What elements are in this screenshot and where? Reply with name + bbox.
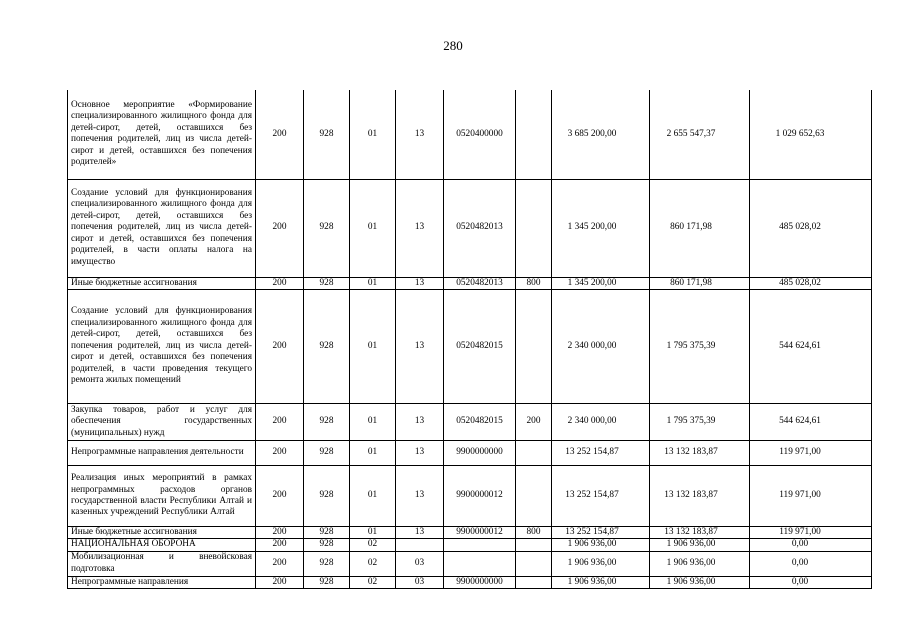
target-article: 0520482013: [444, 277, 516, 289]
table-row: [68, 277, 872, 289]
table-row: [68, 403, 872, 440]
section-code: 01: [350, 465, 396, 526]
sum-remaining: 119 971,00: [750, 526, 872, 538]
sum-executed: 1 906 936,00: [650, 539, 750, 551]
sum-planned: 1 345 200,00: [552, 277, 650, 289]
grbs-code: 928: [304, 551, 350, 576]
sum-remaining: 119 971,00: [750, 440, 872, 465]
target-article: 0520400000: [444, 90, 516, 179]
grbs-code: 928: [304, 90, 350, 179]
expense-type: [516, 179, 552, 277]
expense-type: [516, 440, 552, 465]
table-row: [68, 539, 872, 551]
subsection-code: [396, 539, 444, 551]
row-name: Иные бюджетные ассигнования: [68, 526, 256, 538]
grbs-code: 928: [304, 440, 350, 465]
rzpr-owner: 200: [256, 179, 304, 277]
sum-remaining: 544 624,61: [750, 289, 872, 403]
sum-executed: 13 132 183,87: [650, 465, 750, 526]
target-article: [444, 551, 516, 576]
subsection-code: 13: [396, 526, 444, 538]
sum-executed: 1 906 936,00: [650, 576, 750, 588]
rzpr-owner: 200: [256, 403, 304, 440]
section-code: 01: [350, 277, 396, 289]
sum-executed: 860 171,98: [650, 277, 750, 289]
grbs-code: 928: [304, 277, 350, 289]
rzpr-owner: 200: [256, 440, 304, 465]
row-name: НАЦИОНАЛЬНАЯ ОБОРОНА: [68, 539, 256, 551]
row-name: Иные бюджетные ассигнования: [68, 277, 256, 289]
sum-planned: 13 252 154,87: [552, 440, 650, 465]
subsection-code: 13: [396, 289, 444, 403]
expense-type: 800: [516, 277, 552, 289]
rzpr-owner: 200: [256, 526, 304, 538]
rzpr-owner: 200: [256, 551, 304, 576]
sum-remaining: 1 029 652,63: [750, 90, 872, 179]
row-name: Основное мероприятие «Формирование специализированного жилищного фонда для детей-сирот, детей, оставшихся без попечения родителей, лиц из числа детей-сирот и детей, оставшихся без попечения родителей»: [68, 90, 256, 179]
target-article: [444, 539, 516, 551]
grbs-code: 928: [304, 539, 350, 551]
subsection-code: 13: [396, 403, 444, 440]
expense-type: [516, 551, 552, 576]
rzpr-owner: 200: [256, 289, 304, 403]
target-article: 9900000000: [444, 576, 516, 588]
section-code: 01: [350, 90, 396, 179]
table-row: [68, 576, 872, 588]
sum-planned: 2 340 000,00: [552, 403, 650, 440]
expense-type: [516, 576, 552, 588]
row-name: Создание условий для функционирования специализированного жилищного фонда для детей-сирот, детей, оставшихся без попечения родителей, лиц из числа детей-сирот и детей, оставшихся без попечения родителей, в части оплаты налога на имущество: [68, 179, 256, 277]
target-article: 9900000012: [444, 526, 516, 538]
row-name: Непрограммные направления: [68, 576, 256, 588]
table-row: [68, 289, 872, 403]
table-row: [68, 440, 872, 465]
subsection-code: 13: [396, 179, 444, 277]
sum-remaining: 485 028,02: [750, 277, 872, 289]
rzpr-owner: 200: [256, 539, 304, 551]
sum-remaining: 544 624,61: [750, 403, 872, 440]
expense-type: [516, 539, 552, 551]
sum-remaining: 485 028,02: [750, 179, 872, 277]
section-code: 01: [350, 440, 396, 465]
table-row: [68, 551, 872, 576]
rzpr-owner: 200: [256, 277, 304, 289]
sum-executed: 1 906 936,00: [650, 551, 750, 576]
sum-planned: 2 340 000,00: [552, 289, 650, 403]
target-article: 9900000012: [444, 465, 516, 526]
target-article: 0520482015: [444, 289, 516, 403]
subsection-code: 13: [396, 440, 444, 465]
sum-planned: 13 252 154,87: [552, 465, 650, 526]
table-row: [68, 465, 872, 526]
sum-planned: 1 906 936,00: [552, 539, 650, 551]
subsection-code: 03: [396, 551, 444, 576]
target-article: 0520482013: [444, 179, 516, 277]
section-code: 02: [350, 539, 396, 551]
sum-remaining: 0,00: [750, 551, 872, 576]
expense-type: 800: [516, 526, 552, 538]
section-code: 02: [350, 551, 396, 576]
row-name: Реализация иных мероприятий в рамках непрограммных расходов органов государственной власти Республики Алтай и казенных учреждений Республики Алтай: [68, 465, 256, 526]
subsection-code: 13: [396, 465, 444, 526]
page-number: 280: [443, 38, 463, 53]
budget-table: [67, 90, 872, 589]
section-code: 02: [350, 576, 396, 588]
sum-executed: 13 132 183,87: [650, 526, 750, 538]
section-code: 01: [350, 289, 396, 403]
table-row: [68, 90, 872, 179]
expense-type: [516, 90, 552, 179]
grbs-code: 928: [304, 403, 350, 440]
subsection-code: 13: [396, 277, 444, 289]
grbs-code: 928: [304, 465, 350, 526]
sum-executed: 2 655 547,37: [650, 90, 750, 179]
sum-remaining: 119 971,00: [750, 465, 872, 526]
grbs-code: 928: [304, 179, 350, 277]
table-row: [68, 179, 872, 277]
subsection-code: 13: [396, 90, 444, 179]
grbs-code: 928: [304, 289, 350, 403]
expense-type: [516, 289, 552, 403]
expense-type: 200: [516, 403, 552, 440]
expense-type: [516, 465, 552, 526]
sum-planned: 3 685 200,00: [552, 90, 650, 179]
row-name: Мобилизационная и вневойсковая подготовка: [68, 551, 256, 576]
section-code: 01: [350, 526, 396, 538]
rzpr-owner: 200: [256, 576, 304, 588]
sum-planned: 13 252 154,87: [552, 526, 650, 538]
grbs-code: 928: [304, 576, 350, 588]
grbs-code: 928: [304, 526, 350, 538]
sum-executed: 13 132 183,87: [650, 440, 750, 465]
sum-remaining: 0,00: [750, 576, 872, 588]
target-article: 0520482015: [444, 403, 516, 440]
table-row: [68, 526, 872, 538]
sum-remaining: 0,00: [750, 539, 872, 551]
row-name: Непрограммные направления деятельности: [68, 440, 256, 465]
sum-executed: 860 171,98: [650, 179, 750, 277]
row-name: Создание условий для функционирования специализированного жилищного фонда для детей-сирот, детей, оставшихся без попечения родителей, лиц из числа детей-сирот и детей, оставшихся без попечения родителей, в части проведения текущего ремонта жилых помещений: [68, 289, 256, 403]
target-article: 9900000000: [444, 440, 516, 465]
subsection-code: 03: [396, 576, 444, 588]
sum-executed: 1 795 375,39: [650, 289, 750, 403]
section-code: 01: [350, 179, 396, 277]
rzpr-owner: 200: [256, 465, 304, 526]
rzpr-owner: 200: [256, 90, 304, 179]
sum-planned: 1 906 936,00: [552, 576, 650, 588]
section-code: 01: [350, 403, 396, 440]
sum-planned: 1 906 936,00: [552, 551, 650, 576]
sum-planned: 1 345 200,00: [552, 179, 650, 277]
row-name: Закупка товаров, работ и услуг для обеспечения государственных (муниципальных) нужд: [68, 403, 256, 440]
sum-executed: 1 795 375,39: [650, 403, 750, 440]
